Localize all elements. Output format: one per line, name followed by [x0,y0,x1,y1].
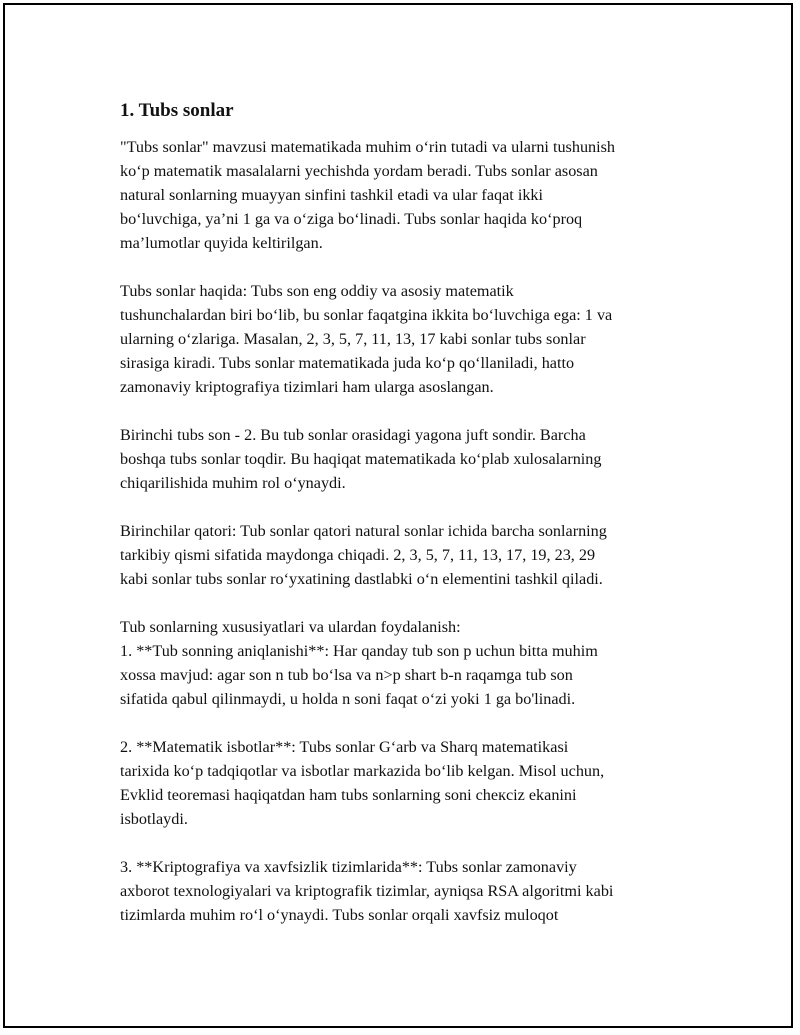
paragraph-cryptography [120,855,700,927]
text-line: axborot texnologiyalari va kriptografik tizimlar, ayniqsa RSA algoritmi kabi [120,882,614,900]
text-line: tushunchalardan biri bo‘lib, bu sonlar faqatgina ikkita bo‘luvchiga ega: 1 va [120,306,613,324]
text-line: chiqarilishida muhim rol o‘ynaydi. [120,474,346,492]
text-line: xossa mavjud: agar son n tub bo‘lsa va n>p shart b-n raqamga tub son [120,666,573,684]
text-line: ma’lumotlar quyida keltirilgan. [120,234,323,252]
paragraph-properties [120,615,700,711]
text-line: ularning o‘zlariga. Masalan, 2, 3, 5, 7, 11, 13, 17 kabi sonlar tubs sonlar [120,330,586,348]
paragraph-first-prime [120,423,700,495]
text-line: Tub sonlarning xususiyatlari va ulardan foydalanish: [120,618,461,636]
text-line: Birinchilar qatori: Tub sonlar qatori natural sonlar ichida barcha sonlarning [120,522,607,540]
text-line: sifatida qabul qilinmaydi, u holda n soni faqat o‘zi yoki 1 ga bo'linadi. [120,690,576,708]
section-heading: 1. Tubs sonlar [120,100,234,121]
text-line: Birinchi tubs son - 2. Bu tub sonlar orasidagi yagona juft sondir. Barcha [120,426,586,444]
document-body [120,97,700,927]
text-line: sirasiga kiradi. Tubs sonlar matematikada juda ko‘p qo‘llaniladi, hatto [120,354,575,372]
text-line: Evklid teoremasi haqiqatdan ham tubs sonlarning soni cheкciz ekanini [120,786,577,804]
text-line: zamonaviy kriptografiya tizimlari ham ularga asoslangan. [120,378,494,396]
text-line: natural sonlarning muayyan sinfini tashkil etadi va ular faqat ikki [120,186,544,204]
text-line: Tubs sonlar haqida: Tubs son eng oddiy va asosiy matematik [120,282,514,300]
text-line: tarkibiy qismi sifatida maydonga chiqadi. 2, 3, 5, 7, 11, 13, 17, 19, 23, 29 [120,546,596,564]
text-line: 2. **Matematik isbotlar**: Tubs sonlar G‘arb va Sharq matematikasi [120,738,569,756]
text-line: boshqa tubs sonlar toqdir. Bu haqiqat matematikada ko‘plab xulosalarning [120,450,602,468]
page-frame [3,3,793,1028]
paragraph-sequence [120,519,700,591]
text-line: ko‘p matematik masalalarni yechishda yordam beradi. Tubs sonlar asosan [120,162,598,180]
text-line: tizimlarda muhim ro‘l o‘ynaydi. Tubs sonlar orqali xavfsiz muloqot [120,906,559,924]
text-line: "Tubs sonlar" mavzusi matematikada muhim o‘rin tutadi va ularni tushunish [120,138,616,156]
text-line: kabi sonlar tubs sonlar ro‘yxatining dastlabki o‘n elementini tashkil qiladi. [120,570,603,588]
text-line: isbotlaydi. [120,810,188,828]
text-line: 3. **Kriptografiya va xavfsizlik tizimlarida**: Tubs sonlar zamonaviy [120,858,577,876]
text-line: 1. **Tub sonning aniqlanishi**: Har qanday tub son p uchun bitta muhim [120,642,598,660]
text-line: tarixida ko‘p tadqiqotlar va isbotlar markazida bo‘lib kelgan. Misol uchun, [120,762,605,780]
paragraph-proofs [120,735,700,831]
text-line: bo‘luvchiga, ya’ni 1 ga va o‘ziga bo‘linadi. Tubs sonlar haqida ko‘proq [120,210,583,228]
paragraph-intro [120,135,700,255]
paragraph-about [120,279,700,399]
